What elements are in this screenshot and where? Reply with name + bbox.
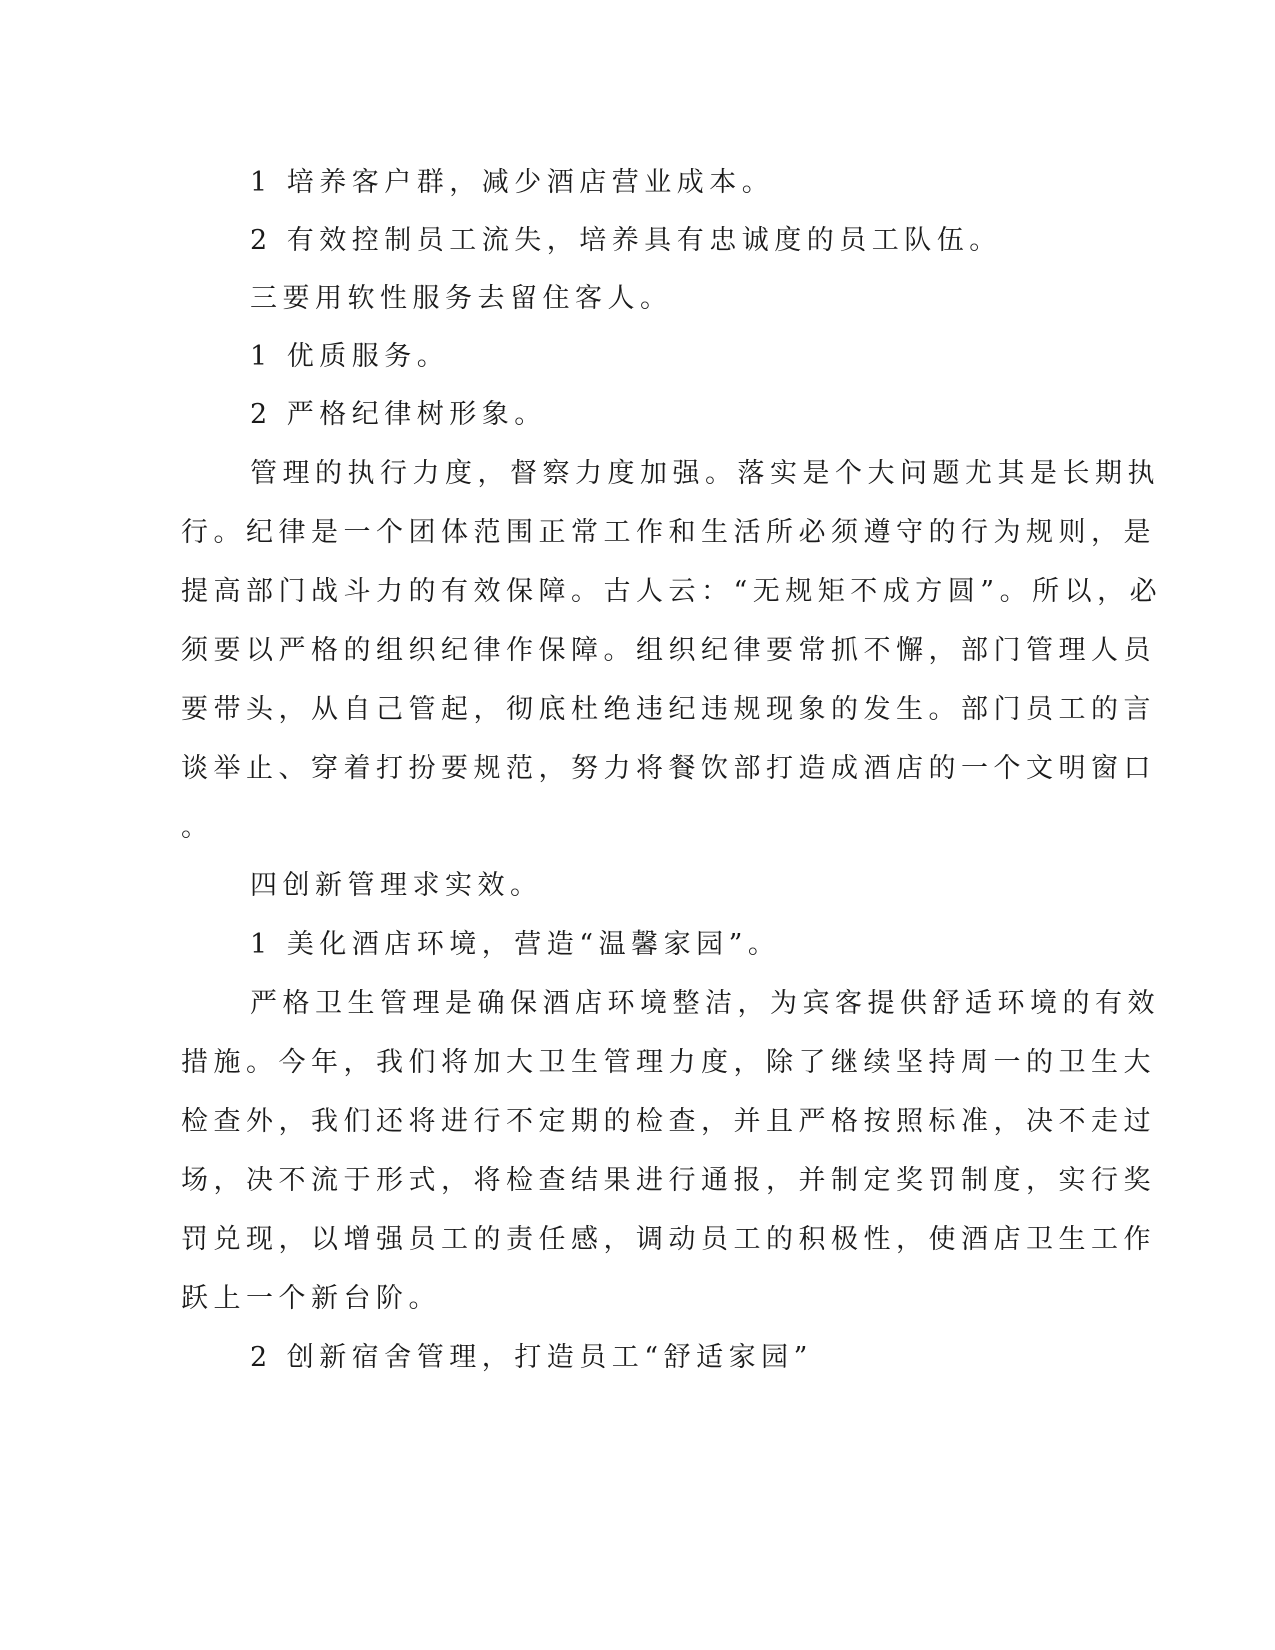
paragraph-line: 须要以严格的组织纪律作保障。组织纪律要常抓不懈，部门管理人员 [181, 635, 1156, 666]
paragraph-line: 严格卫生管理是确保酒店环境整洁，为宾客提供舒适环境的有效 [250, 988, 1160, 1019]
paragraph-line: 罚兑现，以增强员工的责任感，调动员工的积极性，使酒店卫生工作 [181, 1224, 1156, 1255]
section-heading: 三要用软性服务去留住客人。 [250, 283, 673, 314]
paragraph-line: 检查外，我们还将进行不定期的检查，并且严格按照标准，决不走过 [181, 1106, 1156, 1137]
paragraph-line: 措施。今年，我们将加大卫生管理力度，除了继续坚持周一的卫生大 [181, 1047, 1156, 1078]
paragraph-line: 。 [181, 812, 214, 843]
list-item: 1 培养客户群，减少酒店营业成本。 [250, 167, 775, 198]
paragraph-line: 要带头，从自己管起，彻底杜绝违纪违规现象的发生。部门员工的言 [181, 694, 1156, 725]
list-item: 2 严格纪律树形象。 [250, 399, 547, 430]
paragraph-line: 行。纪律是一个团体范围正常工作和生活所必须遵守的行为规则，是 [181, 517, 1156, 548]
list-item: 2 有效控制员工流失，培养具有忠诚度的员工队伍。 [250, 225, 1002, 256]
list-item: 1 优质服务。 [250, 341, 450, 372]
section-heading: 四创新管理求实效。 [250, 870, 543, 901]
paragraph-line: 谈举止、穿着打扮要规范，努力将餐饮部打造成酒店的一个文明窗口 [181, 753, 1156, 784]
paragraph-line: 管理的执行力度，督察力度加强。落实是个大问题尤其是长期执 [250, 458, 1160, 489]
paragraph-line: 跃上一个新台阶。 [181, 1283, 441, 1314]
paragraph-line: 场，决不流于形式，将检查结果进行通报，并制定奖罚制度，实行奖 [181, 1165, 1156, 1196]
list-item: 2 创新宿舍管理，打造员工“舒适家园” [250, 1342, 813, 1373]
paragraph-line: 提高部门战斗力的有效保障。古人云：“无规矩不成方圆”。所以，必 [181, 576, 1163, 607]
list-item: 1 美化酒店环境，营造“温馨家园”。 [250, 929, 781, 960]
